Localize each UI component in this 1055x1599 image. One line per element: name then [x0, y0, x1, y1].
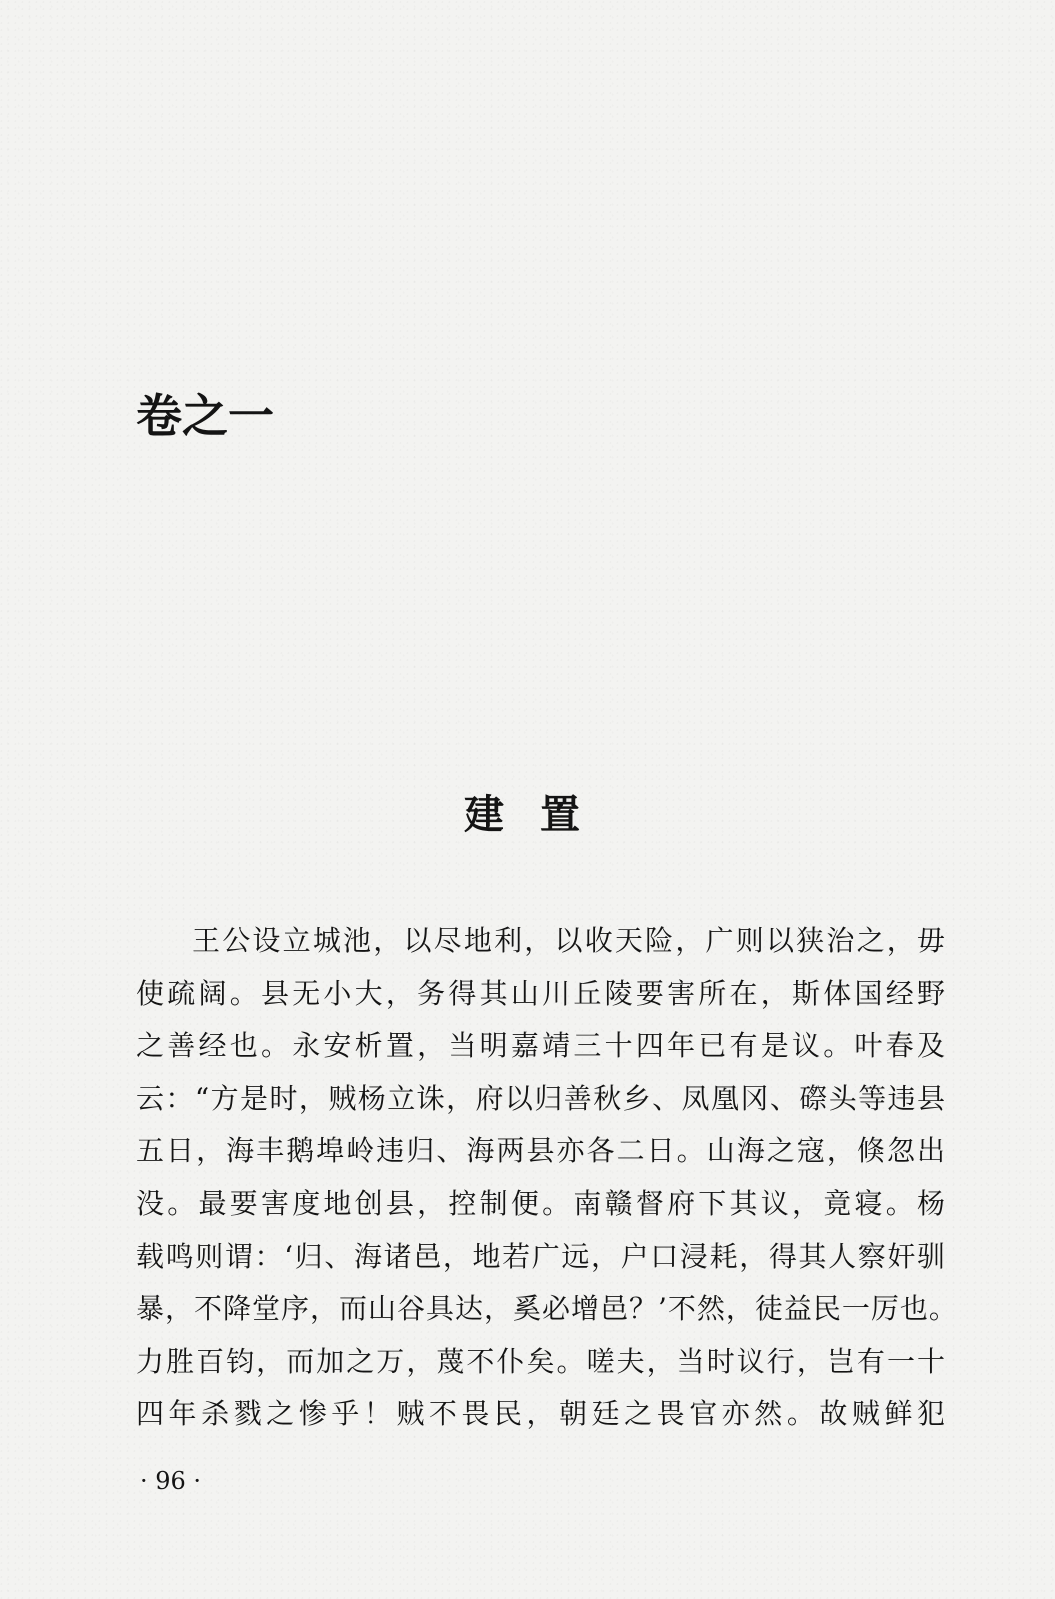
page-number: · 96 · — [140, 1467, 202, 1495]
body-text — [136, 915, 958, 1441]
text-line: 王公设立城池，以尽地利，以收天险，广则以狭治之，毋 — [192, 924, 946, 957]
text-line: 五日，海丰鹅埠岭违归、海两县亦各二日。山海之寇，倏忽出 — [136, 1134, 946, 1168]
text-line: 使疏阔。县无小大，务得其山川丘陵要害所在，斯体国经野 — [136, 976, 946, 1010]
text-line: 云：“方是时，贼杨立诛，府以归善秋乡、凤凰冈、磜头等违县 — [136, 1081, 946, 1115]
text-line: 载鸣则谓：‘归、海诸邑，地若广远，户口浸耗，得其人察奸驯 — [136, 1239, 946, 1273]
text-line: 没。最要害度地创县，控制便。南赣督府下其议，竟寝。杨 — [136, 1186, 946, 1220]
text-line: 暴，不降堂序，而山谷具达，奚必增邑？’不然，徒益民一厉也。 — [136, 1292, 958, 1326]
volume-title: 卷之一 — [136, 389, 274, 443]
text-line: 力胜百钧，而加之万，蔑不仆矣。嗟夫，当时议行，岂有一十 — [136, 1344, 946, 1378]
section-title: 建置 — [464, 791, 616, 838]
text-line: 之善经也。永安析置，当明嘉靖三十四年已有是议。叶春及 — [136, 1029, 946, 1063]
text-line: 四年杀戮之惨乎！贼不畏民，朝廷之畏官亦然。故贼鲜犯 — [136, 1397, 946, 1431]
